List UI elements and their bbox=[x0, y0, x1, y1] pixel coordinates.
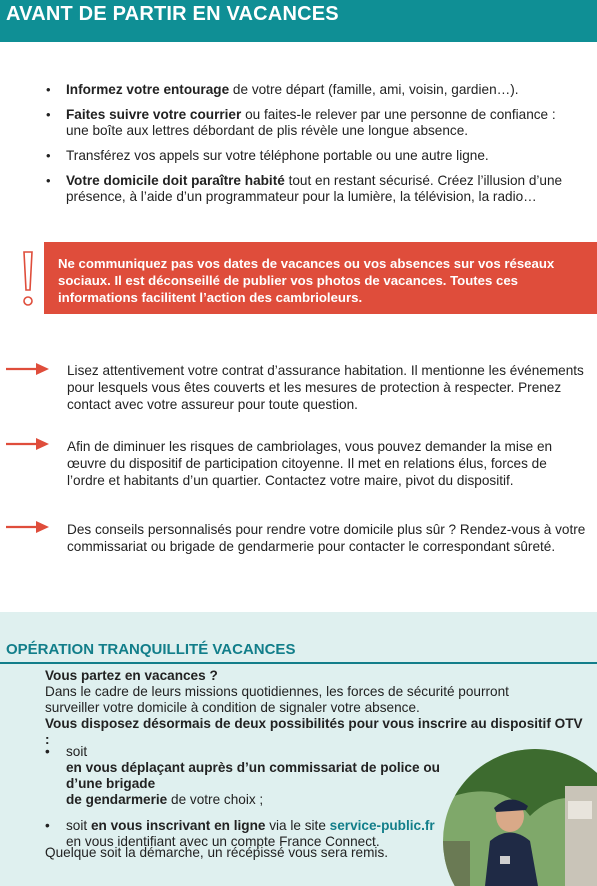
exclamation-icon bbox=[18, 250, 38, 310]
arrow-right-icon bbox=[6, 362, 50, 376]
otv-title: OPÉRATION TRANQUILLITÉ VACANCES bbox=[6, 641, 296, 658]
list-item bbox=[46, 173, 576, 205]
option-bold: en vous déplaçant auprès d’un commissariat de police ou d’une brigade bbox=[66, 760, 440, 791]
gendarme-photo bbox=[440, 746, 597, 886]
tip-bold: Informez votre entourage bbox=[66, 82, 230, 97]
arrow-right-icon bbox=[6, 437, 50, 451]
otv-options bbox=[45, 744, 465, 860]
otv-intro: Dans le cadre de leurs missions quotidiennes, les forces de sécurité pourront surveiller votre domicile à condition de signaler votre absence. bbox=[45, 684, 509, 715]
arrow-right-icon bbox=[6, 520, 50, 534]
option-bold: de gendarmerie bbox=[66, 792, 168, 807]
option-prefix: soit bbox=[66, 818, 91, 833]
divider bbox=[0, 662, 597, 664]
tip-bold: Faites suivre votre courrier bbox=[66, 107, 242, 122]
tips-list bbox=[46, 82, 576, 214]
list-item bbox=[45, 744, 465, 808]
option-suffix: en vous identifiant avec un compte France Connect. bbox=[66, 834, 380, 849]
advice-insurance: Lisez attentivement votre contrat d’assurance habitation. Il mentionne les événements pour lesquels vous êtes couverts et les mesures de protection à respecter. Prenez contact avec votre assureur pour toute question. bbox=[67, 363, 584, 412]
option-bold: en vous inscrivant en ligne bbox=[90, 818, 266, 833]
tip-text: tout en restant sécurisé. Créez l’illusion d’une présence, à l’aide d’un programmateur pour la lumière, la télévision, la radio… bbox=[66, 173, 563, 204]
otv-emphasis: Vous disposez désormais de deux possibilités pour vous inscrire au dispositif OTV : bbox=[45, 716, 583, 747]
advice-security: Des conseils personnalisés pour rendre votre domicile plus sûr ? Rendez-vous à votre commissariat ou brigade de gendarmerie pour contacter le correspondant sûreté. bbox=[67, 522, 586, 554]
tip-text: ou faites-le relever par une personne de confiance : une boîte aux lettres débordant de plis révèle une longue absence. bbox=[66, 107, 556, 138]
otv-question: Vous partez en vacances ? bbox=[45, 668, 218, 683]
page-header bbox=[0, 0, 597, 42]
warning-banner bbox=[44, 242, 597, 314]
option-suffix: de votre choix ; bbox=[167, 792, 264, 807]
page-title: AVANT DE PARTIR EN VACANCES bbox=[6, 3, 339, 25]
advice-citizen: Afin de diminuer les risques de cambriolages, vous pouvez demander la mise en œuvre du dispositif de participation citoyenne. Il met en relations élus, forces de l’ordre et habitants d’un quartier. Contactez votre maire, pivot du dispositif. bbox=[67, 439, 553, 488]
list-item bbox=[46, 148, 576, 164]
service-public-link[interactable]: service-public.fr bbox=[329, 818, 435, 833]
otv-section bbox=[0, 612, 597, 886]
warning-text: Ne communiquez pas vos dates de vacances ou vos absences sur vos réseaux sociaux. Il est déconseillé de publier vos photos de vacances. Toutes ces informations facilitent l’action des cambrioleurs. bbox=[58, 256, 555, 305]
otv-footer: Quelque soit la démarche, un récépissé vous sera remis. bbox=[45, 845, 389, 860]
list-item bbox=[46, 107, 576, 139]
option-prefix: soit bbox=[66, 744, 88, 759]
tip-text: Transférez vos appels sur votre téléphone portable ou une autre ligne. bbox=[66, 148, 489, 163]
list-item bbox=[46, 82, 576, 98]
tip-bold: Votre domicile doit paraître habité bbox=[66, 173, 285, 188]
tip-text: de votre départ (famille, ami, voisin, gardien…). bbox=[229, 82, 519, 97]
option-mid: via le site bbox=[265, 818, 330, 833]
